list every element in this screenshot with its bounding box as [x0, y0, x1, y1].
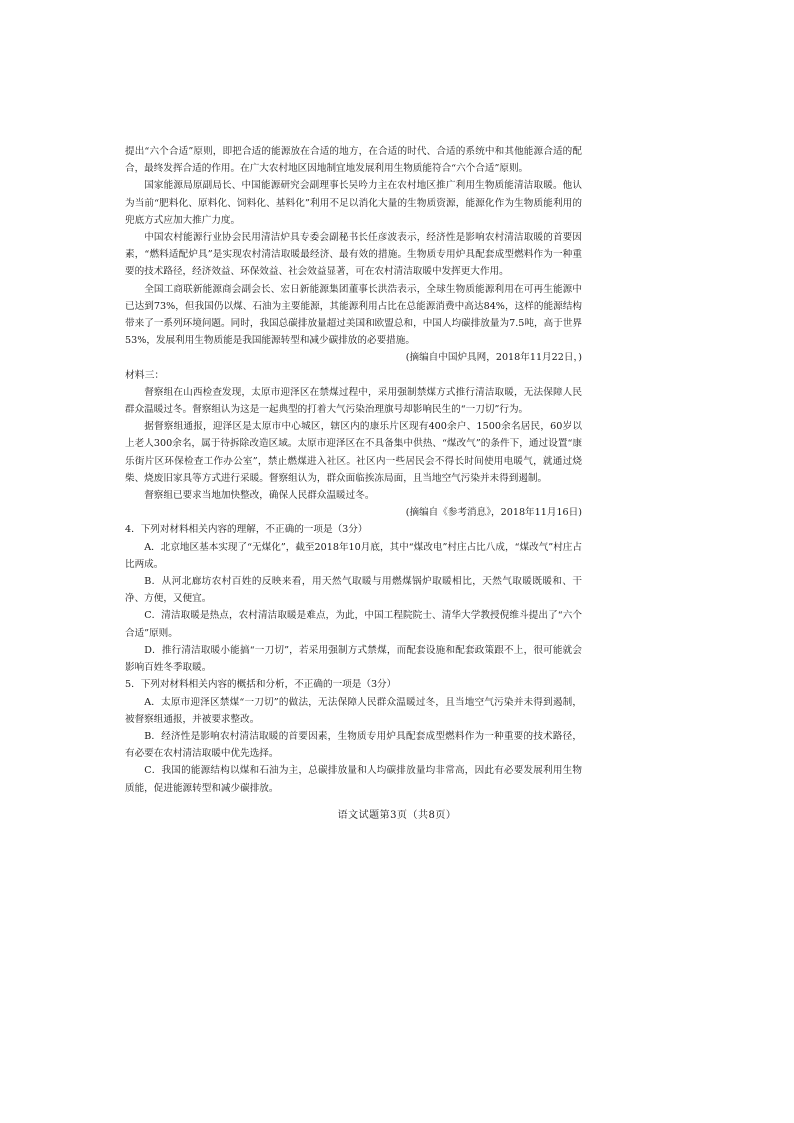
material2-paragraph-2: 国家能源局原副局长、中国能源研究会副理事长吴吟力主在农村地区推广利用生物质能清洁取暖。他认为当前“肥料化、原料化、饲料化、基料化”利用不足以消化大量的生物质资源，能源化作为生物质能利用的兜底方式应加大推广力度。 [125, 180, 582, 226]
question-5-stem: 5．下列对材料相关内容的概括和分析，不正确的一项是（3分） [125, 679, 397, 691]
material2-paragraph-3: 中国农村能源行业协会民用清洁炉具专委会副秘书长任彦波表示，经济性是影响农村清洁取暖的首要因素，“燃料适配炉具”是实现农村清洁取暖最经济、最有效的措施。生物质专用炉具配套成型燃料作为一种重要的技术路径，经济效益、环保效益、社会效益显著，可在农村清洁取暖中发挥更大作用。 [125, 232, 582, 278]
question-4-stem: 4．下列对材料相关内容的理解，不正确的一项是（3分） [125, 524, 368, 536]
material2-paragraph-4: 全国工商联新能源商会副会长、宏日新能源集团董事长洪浩表示，全球生物质能源利用在可再生能源中已达到73%，但我国仍以煤、石油为主要能源，其能源利用占比在总能源消费中高达84%，这样的能源结构带来了一系列环境问题。同时，我国总碳排放量超过美国和欧盟总和，中国人均碳排放量为7.5吨，高于世界53%，发展利用生物质能是我国能源转型和减少碳排放的必要措施。 [125, 283, 582, 347]
question-5-option-a: A．太原市迎泽区禁煤“一刀切”的做法，无法保障人民群众温暖过冬，且当地空气污染并未得到遏制，被督察组通报，并被要求整改。 [125, 696, 582, 725]
material2-source: (摘编自中国炉具网，2018年11月22日，) [405, 352, 582, 364]
question-4-option-c: C．清洁取暖是热点，农村清洁取暖是难点，为此，中国工程院院士、清华大学教授倪维斗提出了“六个合适”原则。 [125, 610, 582, 639]
material3-source: (摘编自《参考消息》，2018年11月16日) [405, 507, 582, 519]
material3-label: 材料三： [125, 369, 165, 381]
text-column [125, 143, 582, 797]
material3-paragraph-2: 据督察组通报，迎泽区是太原市中心城区，辖区内的康乐片区现有400余户、1500余名居民，60岁以上老人300余名，属于待拆除改造区域。太原市迎泽区在不具备集中供热、“煤改气”的条件下，通过设置“康乐街片区环保检查工作办公室”，禁止燃煤进入社区。社区内一些居民会不得长时间使用电暖气，就通过烧柴、烧废旧家具等方式进行采暖。督察组认为，群众面临挨冻局面，且当地空气污染并未得到遏制。 [125, 421, 582, 484]
material3-paragraph-1: 督察组在山西检查发现，太原市迎泽区在禁煤过程中，采用强制禁煤方式推行清洁取暖，无法保障人民群众温暖过冬。督察组认为这是一起典型的打着大气污染治理旗号却影响民生的“一刀切”行为。 [125, 386, 582, 416]
material3-paragraph-3: 督察组已要求当地加快整改，确保人民群众温暖过冬。 [144, 490, 375, 502]
question-5-option-c: C．我国的能源结构以煤和石油为主，总碳排放量和人均碳排放量均非常高，因此有必要发展利用生物质能，促进能源转型和减少碳排放。 [125, 765, 582, 794]
question-5-option-b: B．经济性是影响农村清洁取暖的首要因素，生物质专用炉具配套成型燃料作为一种重要的技术路径，有必要在农村清洁取暖中优先选择。 [125, 730, 582, 760]
question-4-option-a: A．北京地区基本实现了“无煤化”，截至2018年10月底，其中“煤改电”村庄占比八成，“煤改气”村庄占比两成。 [125, 541, 582, 570]
question-4-option-b: B．从河北廊坊农村百姓的反映来看，用天然气取暖与用燃煤锅炉取暖相比，天然气取暖既暖和、干净、方便，又便宜。 [125, 576, 582, 605]
question-4-option-d: D．推行清洁取暖小能搞“一刀切”，若采用强制方式禁煤，而配套设施和配套政策跟不上，很可能就会影响百姓冬季取暖。 [125, 644, 582, 674]
page-footer: 语文试题第3页（共8页） [337, 810, 457, 821]
material2-paragraph-1: 提出“六个合适”原则，即把合适的能源放在合适的地方，在合适的时代、合适的系统中和其他能源合适的配合，最终发挥合适的作用。在广大农村地区因地制宜地发展利用生物质能符合“六个合适”原则。 [125, 146, 582, 175]
